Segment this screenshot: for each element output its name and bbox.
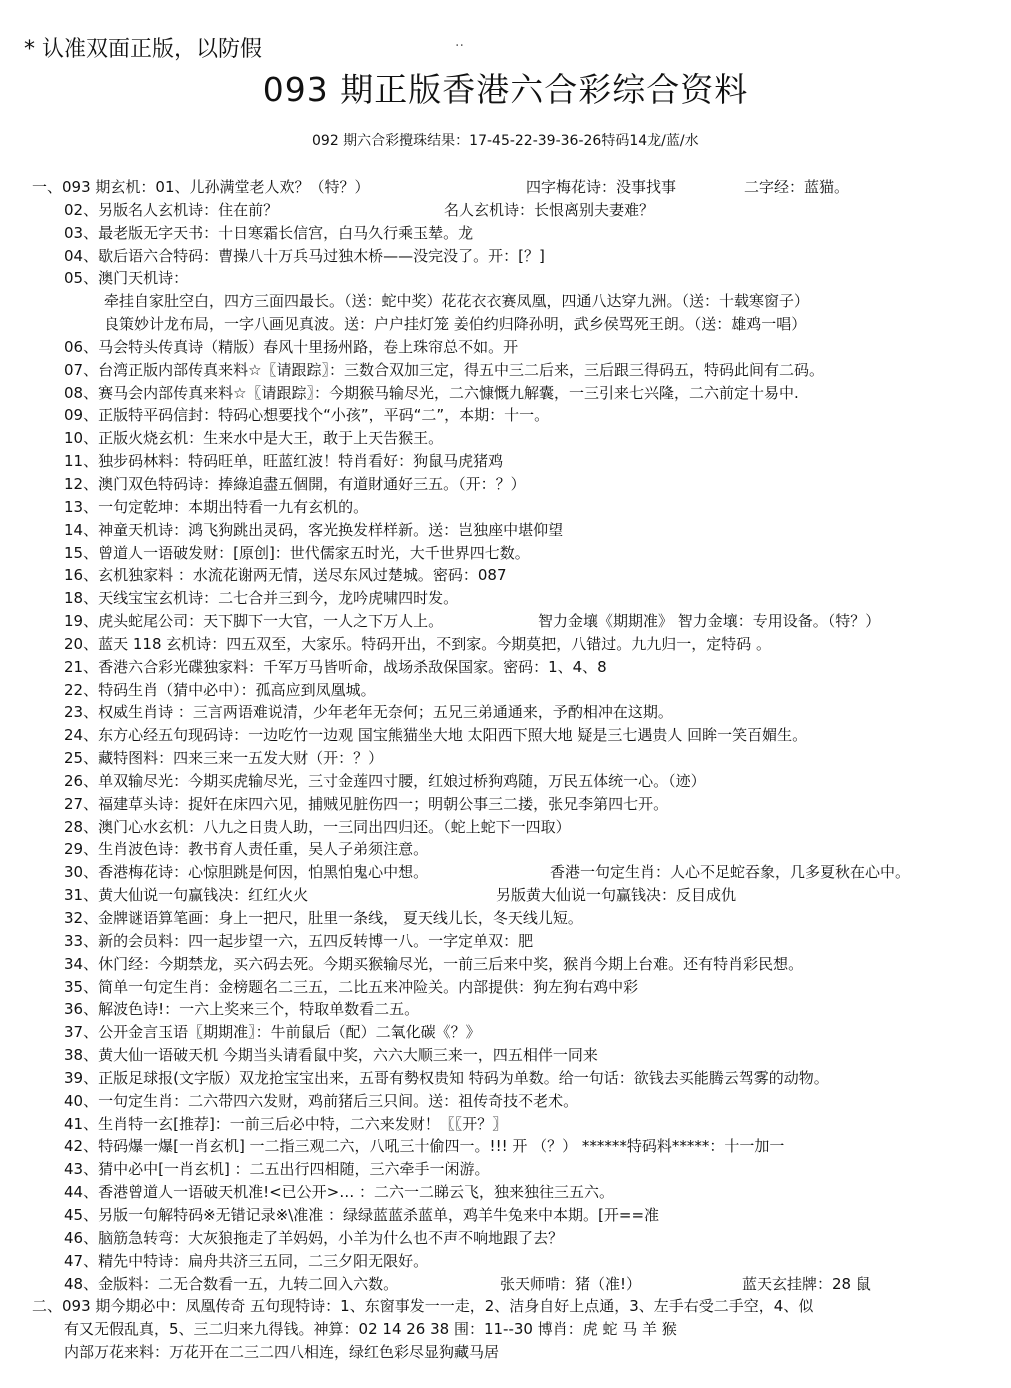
line-text: 31、黄大仙说一句赢钱决：红红火火 bbox=[64, 886, 309, 905]
info-line bbox=[0, 473, 1011, 496]
info-line bbox=[0, 998, 1011, 1021]
line-text: 27、福建草头诗：捉奸在床四六见，捕贼见脏伤四一；明朝公事三二搂，张兄李第四七开。 bbox=[64, 794, 669, 813]
line-text: 牵挂自家肚空白，四方三面四最长。（送：蛇中奖）花花衣衣赛凤凰，四通八达穿九洲。（送：十载寒窗子） bbox=[104, 292, 810, 311]
info-line bbox=[0, 1158, 1011, 1181]
info-line bbox=[0, 930, 1011, 953]
info-line bbox=[0, 724, 1011, 747]
info-line bbox=[0, 359, 1011, 382]
line-text: 44、香港曾道人一语破天机准!<已公开>… ：二六一二睇云飞，独来独往三五六。 bbox=[64, 1183, 615, 1202]
line-text: 46、脑筋急转弯：大灰狼拖走了羊妈妈，小羊为什么也不声不响地跟了去？ bbox=[64, 1228, 564, 1247]
info-line bbox=[0, 267, 1011, 290]
info-line bbox=[0, 1318, 1011, 1341]
info-line bbox=[0, 1341, 1011, 1364]
info-line bbox=[0, 1067, 1011, 1090]
page-title: 093 期正版香港六合彩综合资料 bbox=[262, 70, 749, 109]
info-line bbox=[0, 1273, 1011, 1296]
info-line bbox=[0, 199, 1011, 222]
line-text: 03、最老版无字天书：十日寒霜长信宫，白马久行乘玉辇。龙 bbox=[64, 223, 474, 242]
line-text: 12、澳门双色特码诗：捧綠追盡五個開，有道財通好三五。（开：？） bbox=[64, 474, 526, 493]
info-line bbox=[0, 770, 1011, 793]
info-line bbox=[0, 450, 1011, 473]
line-text: 13、一句定乾坤：本期出特看一九有玄机的。 bbox=[64, 497, 369, 516]
info-line bbox=[0, 1181, 1011, 1204]
line-extra-text: 智力金壤《期期准》 智力金壤：专用设备。（特？） bbox=[538, 612, 881, 631]
info-line bbox=[0, 336, 1011, 359]
line-text: 02、另版名人玄机诗：住在前？ bbox=[64, 200, 279, 219]
line-text: 35、简单一句定生肖：金榜题名二三五，二比五来冲险关。内部提供：狗左狗右鸡中彩 bbox=[64, 977, 639, 996]
line-extra-text: 二字经：蓝猫。 bbox=[744, 178, 850, 196]
line-text: 15、曾道人一语破发财：[原创]：世代儒家五时光，大千世界四七数。 bbox=[64, 543, 530, 562]
info-line bbox=[0, 587, 1011, 610]
info-line bbox=[0, 290, 1011, 313]
info-line bbox=[0, 656, 1011, 679]
info-line bbox=[0, 884, 1011, 907]
info-line bbox=[0, 1113, 1011, 1136]
line-text: 08、赛马会内部传真来料☆〖请跟踪〗：今期猴马输尽光，二六慷慨九解囊，一三引来七兴隆，二六前定十易中. bbox=[64, 383, 799, 402]
line-text: 38、黄大仙一语破天机 今期当头请看鼠中奖，六六大顺三来一，四五相伴一同来 bbox=[64, 1046, 598, 1065]
info-line bbox=[0, 1250, 1011, 1273]
info-line bbox=[0, 838, 1011, 861]
info-line bbox=[0, 701, 1011, 724]
line-text: 06、马会特头传真诗（精版）春风十里扬州路，卷上珠帘总不如。开 bbox=[64, 337, 519, 356]
line-text: 16、玄机独家料 ：水流花谢两无情，送尽东风过楚城。密码：087 bbox=[64, 566, 507, 585]
info-line bbox=[0, 1204, 1011, 1227]
info-line bbox=[0, 176, 1011, 199]
line-text: 34、休门经：今期禁龙，买六码去死。今期买猴输尽光，一前三后来中奖，猴肖今期上台难。还有特肖彩民想。 bbox=[64, 954, 804, 973]
dots-mark: ·· bbox=[455, 38, 464, 54]
line-extra-text: 四字梅花诗：没事找事 bbox=[526, 178, 677, 196]
info-line bbox=[0, 382, 1011, 405]
line-extra-text: 另版黄大仙说一句赢钱决：反目成仇 bbox=[496, 886, 737, 905]
info-line bbox=[0, 496, 1011, 519]
line-extra-text: 蓝天玄挂牌：28 鼠 bbox=[742, 1274, 871, 1293]
info-line bbox=[0, 907, 1011, 930]
line-text: 18、天线宝宝玄机诗：二七合并三到今，龙吟虎啸四时发。 bbox=[64, 589, 459, 608]
line-text: 11、独步码林料：特码旺单，旺蓝红波！特肖看好：狗鼠马虎猪鸡 bbox=[64, 452, 504, 471]
line-text: 内部万花来料：万花开在二三二四八相连，绿红色彩尽显狗藏马居 bbox=[64, 1343, 500, 1362]
info-line bbox=[0, 816, 1011, 839]
line-extra-text: 张天师啃：猪（准!） bbox=[500, 1274, 642, 1293]
line-text: 25、藏特图料：四来三来一五发大财（开：？） bbox=[64, 749, 384, 768]
line-text: 24、东方心经五句现码诗：一边吃竹一边观 国宝熊猫坐大地 太阳西下照大地 疑是三七遇贵人 回眸一笑百媚生。 bbox=[64, 726, 808, 745]
info-line bbox=[0, 610, 1011, 633]
line-text: 14、神童天机诗：鸿飞狗跳出灵码，客光换发样样新。送：岂独座中堪仰望 bbox=[64, 520, 564, 539]
line-text: 47、精先中特诗：扁舟共济三五同，二三夕阳无限好。 bbox=[64, 1251, 429, 1270]
info-line bbox=[0, 633, 1011, 656]
info-line bbox=[0, 1021, 1011, 1044]
info-line bbox=[0, 747, 1011, 770]
info-line bbox=[0, 1090, 1011, 1113]
line-text: 07、台湾正版内部传真来料☆〖请跟踪〗：三数合双加三定，得五中三二后来，三后跟三得码五，特码此间有二码。 bbox=[64, 360, 825, 379]
line-text: 20、蓝天 118 玄机诗：四五双至，大家乐。特码开出，不到家。今期莫把，八错过。九九归一，定特码 。 bbox=[64, 634, 772, 653]
info-line bbox=[0, 861, 1011, 884]
content-lines bbox=[0, 176, 1011, 1364]
line-extra-text: 香港一句定生肖：人心不足蛇吞象，几多夏秋在心中。 bbox=[550, 863, 911, 882]
line-text: 39、正版足球报(文字版）双龙抢宝宝出来，五哥有勢权贵知 特码为单数。给一句话：欲钱去买能腾云驾雾的动物。 bbox=[64, 1068, 829, 1087]
line-text: 33、新的会员料：四一起步望一六，五四反转博一八。一字定单双：肥 bbox=[64, 931, 534, 950]
line-text: 42、特码爆一爆[一肖玄机] 一二指三观二六，八吼三十偷四一。!!! 开 （？） ******特码料*****：十一加一 bbox=[64, 1137, 785, 1156]
info-line bbox=[0, 1135, 1011, 1158]
line-text: 有又无假乱真，5、三二归来九得钱。神算：02 14 26 38 围：11--30 博肖：虎 蛇 马 羊 猴 bbox=[64, 1320, 677, 1339]
info-line bbox=[0, 679, 1011, 702]
info-line bbox=[0, 564, 1011, 587]
line-text: 30、香港梅花诗：心惊胆跳是何因，怕黑怕鬼心中想。 bbox=[64, 863, 429, 882]
line-text: 26、单双输尽光：今期买虎输尽光，三寸金莲四寸腰，红娘过桥狗鸡随，万民五体统一心。（迹） bbox=[64, 771, 706, 790]
line-text: 04、歇后语六合特码：曹操八十万兵马过独木桥——没完没了。开：[？] bbox=[64, 246, 545, 265]
line-text: 32、金牌谜语算笔画：身上一把尺，肚里一条线， 夏天线儿长，冬天线儿短。 bbox=[64, 909, 583, 927]
line-text: 48、金版料：二无合数看一五，九转二回入六数。 bbox=[64, 1274, 399, 1293]
line-extra-text: 名人玄机诗：长恨离别夫妻难？ bbox=[444, 200, 655, 219]
line-text: 良策妙计龙布局，一字八画见真波。送：户户挂灯笼 姜伯约归降孙明，武乡侯骂死王朗。（送：雄鸡一唱） bbox=[104, 315, 807, 334]
line-text: 22、特码生肖（猜中必中）：孤高应到凤凰城。 bbox=[64, 680, 376, 699]
line-text: 40、一句定生肖：二六带四六发财，鸡前猪后三只间。送：祖传奇技不老术。 bbox=[64, 1091, 579, 1110]
line-text: 28、澳门心水玄机：八九之日贵人助，一三同出四归还。（蛇上蛇下一四取） bbox=[64, 817, 571, 836]
info-line bbox=[0, 245, 1011, 268]
info-line bbox=[0, 313, 1011, 336]
line-text: 29、生肖波色诗：教书育人责任重，吴人子弟须注意。 bbox=[64, 840, 429, 859]
info-line bbox=[0, 1044, 1011, 1067]
line-text: 41、生肖特一玄[推荐]：一前三后必中特，二六来发财！〖〖开？〗 bbox=[64, 1114, 508, 1133]
line-text: 37、公开金言玉语〖期期准〗：牛前鼠后（配）二氧化碳《？》 bbox=[64, 1023, 481, 1042]
info-line bbox=[0, 519, 1011, 542]
line-text: 36、解波色诗!：一六上奖来三个，特取单数看二五。 bbox=[64, 1000, 420, 1019]
line-text: 一、093 期玄机：01、儿孙满堂老人欢？（特？） bbox=[32, 178, 370, 196]
line-text: 05、澳门天机诗： bbox=[64, 269, 189, 288]
info-line bbox=[0, 976, 1011, 999]
line-text: 23、权威生肖诗 ：三言两语难说清，少年老年无奈何；五兄三弟通通来，予酌相冲在这期。 bbox=[64, 703, 673, 722]
notice-text: * 认准双面正版，以防假 bbox=[24, 37, 262, 62]
info-line bbox=[0, 1227, 1011, 1250]
info-line bbox=[0, 542, 1011, 565]
draw-result: 092 期六合彩攪珠结果：17-45-22-39-36-26特码14龙/蓝/水 bbox=[312, 133, 699, 149]
line-text: 二、093 期今期必中：凤凰传奇 五句现特诗：1、东窗事发一一走，2、洁身自好上点通，3、左手右受二手空，4、似 bbox=[32, 1297, 814, 1316]
info-line bbox=[0, 1295, 1011, 1318]
info-line bbox=[0, 793, 1011, 816]
info-line bbox=[0, 953, 1011, 976]
info-line bbox=[0, 427, 1011, 450]
line-text: 10、正版火烧玄机：生来水中是大王，敢于上天告猴王。 bbox=[64, 429, 444, 448]
line-text: 43、猜中必中[一肖玄机] ：二五出行四相随，三六牵手一闲游。 bbox=[64, 1160, 490, 1179]
info-line bbox=[0, 222, 1011, 245]
line-text: 21、香港六合彩光碟独家料：千军万马皆听命，战场杀敌保国家。密码：1、4、8 bbox=[64, 657, 607, 676]
info-line bbox=[0, 404, 1011, 427]
line-text: 09、正版特平码信封：特码心想要找个“小孩”，平码“二”，本期：十一。 bbox=[64, 406, 550, 425]
line-text: 19、虎头蛇尾公司：天下脚下一大官，一人之下万人上。 bbox=[64, 612, 444, 631]
line-text: 45、另版一句解特码※无错记录※\准准 ：绿绿蓝蓝杀蓝单，鸡羊牛兔来中本期。[开==准 bbox=[64, 1205, 660, 1224]
